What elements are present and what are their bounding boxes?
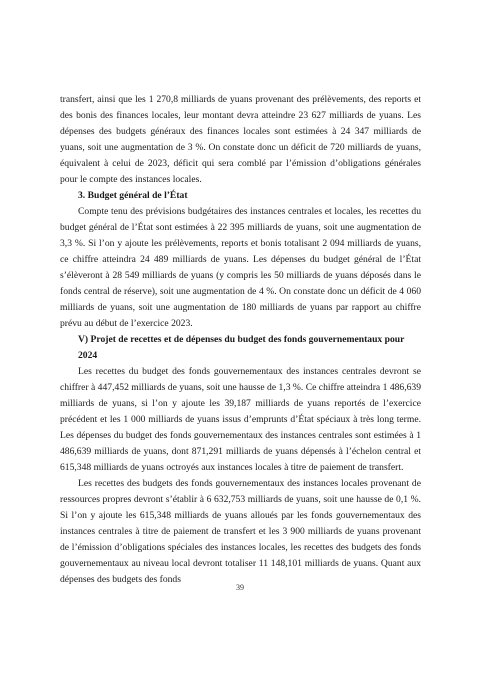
page-number: 39 <box>236 583 244 592</box>
paragraph-deficit-local: transfert, ainsi que les 1 270,8 milliards de yuans provenant des prélèvements, des reports et des bonis des finances locales, leur montant devra atteindre 23 627 milliards de yuans. Les dépenses des budgets généraux des finances locales sont estimées à 24 347 milliards de yuans, soit une augmentation de 3 %. On constate donc un déficit de 720 milliards de yuans, équivalent à celui de 2023, déficit qui sera comblé par l’émission d’obligations générales pour le compte des instances locales. <box>60 94 421 185</box>
heading-fonds-gouvernementaux: V) Projet de recettes et de dépenses du budget des fonds gouvernementaux pour 2024 <box>78 334 405 361</box>
paragraph-fonds-locaux: Les recettes des budgets des fonds gouvernementaux des instances locales provenant de ressources propres devront s’établir à 6 632,753 milliards de yuans, soit une hausse de 0,1 %. Si l’on y ajoute les 615,348 milliards de yuans alloués par les fonds gouvernementaux des instances centrales à titre de paiement de transfert et les 3 900 milliards de yuans provenant de l’émission d’obligations spéciales des instances locales, les recettes des budgets des fonds gouvernementaux au niveau local devront totaliser 11 148,101 milliards de yuans. Quant aux dépenses des budgets des fonds <box>60 478 421 585</box>
heading-budget-general-etat: 3. Budget général de l’État <box>78 190 188 201</box>
paragraph-budget-general-etat: Compte tenu des prévisions budgétaires des instances centrales et locales, les recettes du budget général de l’État sont estimées à 22 395 milliards de yuans, soit une augmentation de 3,3 %. Si l’on y ajoute les prélèvements, reports et bonis totalisant 2 094 milliards de yuans, ce chiffre atteindra 24 489 milliards de yuans. Les dépenses du budget général de l’État s’élèveront à 28 549 milliards de yuans (y compris les 50 milliards de yuans déposés dans le fonds central de réserve), soit une augmentation de 4 %. On constate donc un déficit de 4 060 milliards de yuans, soit une augmentation de 180 milliards de yuans par rapport au chiffre prévu au début de l’exercice 2023. <box>60 206 421 329</box>
paragraph-fonds-centraux: Les recettes du budget des fonds gouvernementaux des instances centrales devront se chiffrer à 447,452 milliards de yuans, soit une hausse de 1,3 %. Ce chiffre atteindra 1 486,639 milliards de yuans, si l’on y ajoute les 39,187 milliards de yuans reportés de l’exercice précédent et les 1 000 milliards de yuans issus d’emprunts d’État spéciaux à très long terme. Les dépenses du budget des fonds gouvernementaux des instances centrales sont estimées à 1 486,639 milliards de yuans, dont 871,291 milliards de yuans dépensés à l’échelon central et 615,348 milliards de yuans octroyés aux instances locales à titre de paiement de transfert. <box>60 366 421 473</box>
document-page <box>60 92 421 588</box>
